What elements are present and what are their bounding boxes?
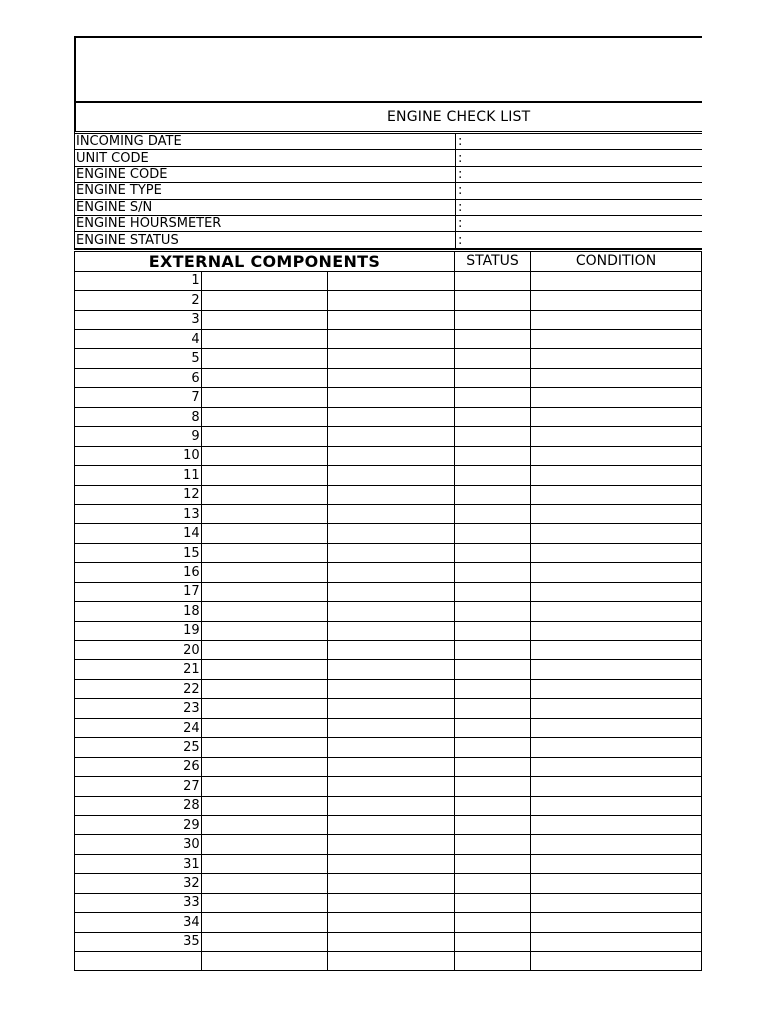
row-status-cell[interactable] [455, 660, 531, 679]
info-row [75, 215, 703, 231]
row-code-cell[interactable] [201, 641, 328, 660]
row-code-cell[interactable] [201, 621, 328, 640]
row-code-cell[interactable] [201, 738, 328, 757]
row-number: 32 [75, 874, 202, 893]
info-label: INCOMING DATE [75, 134, 456, 150]
row-number: 14 [75, 524, 202, 543]
header-status: STATUS [455, 251, 531, 271]
components-table [74, 251, 702, 972]
row-component-cell[interactable] [328, 485, 455, 504]
row-condition-cell[interactable] [531, 524, 702, 543]
row-status-cell[interactable] [455, 874, 531, 893]
table-row [75, 757, 702, 776]
row-condition-cell[interactable] [531, 777, 702, 796]
row-number: 23 [75, 699, 202, 718]
row-condition-cell[interactable] [531, 563, 702, 582]
row-component-cell[interactable] [328, 815, 455, 834]
row-condition-cell[interactable] [531, 504, 702, 523]
row-condition-cell[interactable] [531, 291, 702, 310]
row-number: 17 [75, 582, 202, 601]
table-row [75, 854, 702, 873]
info-row [75, 232, 703, 249]
row-number: 9 [75, 427, 202, 446]
row-component-cell[interactable] [328, 660, 455, 679]
row-number: 30 [75, 835, 202, 854]
row-code-cell[interactable] [201, 815, 328, 834]
row-component-cell[interactable] [328, 932, 455, 951]
info-label: ENGINE STATUS [75, 232, 456, 249]
row-code-cell[interactable] [201, 913, 328, 932]
row-status-cell[interactable] [455, 485, 531, 504]
row-condition-cell[interactable] [531, 815, 702, 834]
row-component-cell[interactable] [328, 952, 455, 971]
info-label: UNIT CODE [75, 150, 456, 166]
row-number: 8 [75, 407, 202, 426]
row-condition-cell[interactable] [531, 427, 702, 446]
row-status-cell[interactable] [455, 543, 531, 562]
row-condition-cell[interactable] [531, 660, 702, 679]
row-condition-cell[interactable] [531, 835, 702, 854]
info-row [75, 199, 703, 215]
info-label: ENGINE S/N [75, 199, 456, 215]
row-component-cell[interactable] [328, 330, 455, 349]
row-number: 13 [75, 504, 202, 523]
row-number: 7 [75, 388, 202, 407]
row-number: 18 [75, 602, 202, 621]
row-status-cell[interactable] [455, 446, 531, 465]
row-status-cell[interactable] [455, 466, 531, 485]
row-condition-cell[interactable] [531, 621, 702, 640]
row-status-cell[interactable] [455, 407, 531, 426]
row-condition-cell[interactable] [531, 349, 702, 368]
row-component-cell[interactable] [328, 407, 455, 426]
row-number: 28 [75, 796, 202, 815]
row-code-cell[interactable] [201, 699, 328, 718]
table-row [75, 291, 702, 310]
row-component-cell[interactable] [328, 738, 455, 757]
table-row [75, 543, 702, 562]
row-code-cell[interactable] [201, 330, 328, 349]
row-code-cell[interactable] [201, 388, 328, 407]
table-row [75, 777, 702, 796]
table-row [75, 874, 702, 893]
row-condition-cell[interactable] [531, 893, 702, 912]
table-row [75, 407, 702, 426]
row-status-cell[interactable] [455, 310, 531, 329]
row-status-cell[interactable] [455, 427, 531, 446]
table-row [75, 563, 702, 582]
row-component-cell[interactable] [328, 679, 455, 698]
row-component-cell[interactable] [328, 310, 455, 329]
row-component-cell[interactable] [328, 368, 455, 387]
document-title: ENGINE CHECK LIST [387, 109, 531, 125]
row-code-cell[interactable] [201, 446, 328, 465]
row-status-cell[interactable] [455, 757, 531, 776]
row-status-cell[interactable] [455, 504, 531, 523]
header-box [74, 36, 702, 103]
row-number: 29 [75, 815, 202, 834]
row-code-cell[interactable] [201, 952, 328, 971]
row-component-cell[interactable] [328, 641, 455, 660]
row-condition-cell[interactable] [531, 485, 702, 504]
row-status-cell[interactable] [455, 349, 531, 368]
row-condition-cell[interactable] [531, 699, 702, 718]
info-row [75, 134, 703, 150]
row-condition-cell[interactable] [531, 932, 702, 951]
table-row [75, 504, 702, 523]
row-code-cell[interactable] [201, 563, 328, 582]
table-row [75, 524, 702, 543]
table-row [75, 330, 702, 349]
row-number: 4 [75, 330, 202, 349]
table-row [75, 893, 702, 912]
row-number: 3 [75, 310, 202, 329]
row-condition-cell[interactable] [531, 368, 702, 387]
info-value[interactable]: : [456, 215, 703, 231]
row-code-cell[interactable] [201, 854, 328, 873]
row-condition-cell[interactable] [531, 854, 702, 873]
row-number [75, 952, 202, 971]
row-component-cell[interactable] [328, 699, 455, 718]
row-number: 20 [75, 641, 202, 660]
table-row [75, 602, 702, 621]
table-row [75, 388, 702, 407]
table-row [75, 271, 702, 290]
row-number: 31 [75, 854, 202, 873]
row-component-cell[interactable] [328, 777, 455, 796]
row-condition-cell[interactable] [531, 582, 702, 601]
table-row [75, 718, 702, 737]
row-number: 24 [75, 718, 202, 737]
header-condition: CONDITION [531, 251, 702, 271]
table-row [75, 427, 702, 446]
row-status-cell[interactable] [455, 893, 531, 912]
row-status-cell[interactable] [455, 368, 531, 387]
row-number: 15 [75, 543, 202, 562]
row-number: 26 [75, 757, 202, 776]
row-condition-cell[interactable] [531, 641, 702, 660]
row-code-cell[interactable] [201, 835, 328, 854]
row-number: 11 [75, 466, 202, 485]
row-component-cell[interactable] [328, 621, 455, 640]
row-status-cell[interactable] [455, 330, 531, 349]
row-status-cell[interactable] [455, 777, 531, 796]
row-code-cell[interactable] [201, 777, 328, 796]
row-status-cell[interactable] [455, 291, 531, 310]
row-number: 34 [75, 913, 202, 932]
row-number: 27 [75, 777, 202, 796]
row-code-cell[interactable] [201, 679, 328, 698]
row-component-cell[interactable] [328, 271, 455, 290]
row-condition-cell[interactable] [531, 271, 702, 290]
table-row [75, 738, 702, 757]
row-number: 21 [75, 660, 202, 679]
row-number: 33 [75, 893, 202, 912]
row-number: 1 [75, 271, 202, 290]
info-row [75, 183, 703, 199]
row-status-cell[interactable] [455, 582, 531, 601]
row-number: 5 [75, 349, 202, 368]
row-component-cell[interactable] [328, 602, 455, 621]
table-row [75, 913, 702, 932]
row-condition-cell[interactable] [531, 718, 702, 737]
row-condition-cell[interactable] [531, 310, 702, 329]
row-component-cell[interactable] [328, 291, 455, 310]
table-header-row [75, 251, 702, 271]
row-number: 12 [75, 485, 202, 504]
row-code-cell[interactable] [201, 427, 328, 446]
row-code-cell[interactable] [201, 718, 328, 737]
info-value[interactable]: : [456, 166, 703, 182]
table-row [75, 621, 702, 640]
row-condition-cell[interactable] [531, 738, 702, 757]
row-code-cell[interactable] [201, 524, 328, 543]
row-status-cell[interactable] [455, 602, 531, 621]
row-code-cell[interactable] [201, 310, 328, 329]
info-value[interactable]: : [456, 199, 703, 215]
table-row [75, 349, 702, 368]
info-label: ENGINE TYPE [75, 183, 456, 199]
row-code-cell[interactable] [201, 582, 328, 601]
row-condition-cell[interactable] [531, 874, 702, 893]
table-row [75, 446, 702, 465]
row-code-cell[interactable] [201, 543, 328, 562]
table-row [75, 699, 702, 718]
row-component-cell[interactable] [328, 543, 455, 562]
row-component-cell[interactable] [328, 757, 455, 776]
row-component-cell[interactable] [328, 466, 455, 485]
table-row [75, 815, 702, 834]
row-condition-cell[interactable] [531, 679, 702, 698]
row-component-cell[interactable] [328, 854, 455, 873]
table-row [75, 485, 702, 504]
info-table [74, 134, 702, 250]
row-component-cell[interactable] [328, 893, 455, 912]
row-status-cell[interactable] [455, 913, 531, 932]
row-condition-cell[interactable] [531, 796, 702, 815]
table-row [75, 932, 702, 951]
table-row [75, 679, 702, 698]
row-code-cell[interactable] [201, 349, 328, 368]
row-status-cell[interactable] [455, 524, 531, 543]
info-label: ENGINE HOURSMETER [75, 215, 456, 231]
row-number: 19 [75, 621, 202, 640]
row-status-cell[interactable] [455, 679, 531, 698]
row-code-cell[interactable] [201, 368, 328, 387]
row-condition-cell[interactable] [531, 543, 702, 562]
row-number: 6 [75, 368, 202, 387]
row-condition-cell[interactable] [531, 388, 702, 407]
row-component-cell[interactable] [328, 388, 455, 407]
row-condition-cell[interactable] [531, 466, 702, 485]
table-row [75, 641, 702, 660]
row-component-cell[interactable] [328, 563, 455, 582]
row-code-cell[interactable] [201, 932, 328, 951]
table-row [75, 660, 702, 679]
info-row [75, 150, 703, 166]
row-component-cell[interactable] [328, 796, 455, 815]
row-condition-cell[interactable] [531, 913, 702, 932]
engine-check-sheet [74, 36, 702, 971]
row-code-cell[interactable] [201, 407, 328, 426]
row-number: 35 [75, 932, 202, 951]
row-condition-cell[interactable] [531, 952, 702, 971]
row-component-cell[interactable] [328, 504, 455, 523]
row-status-cell[interactable] [455, 641, 531, 660]
row-status-cell[interactable] [455, 796, 531, 815]
row-component-cell[interactable] [328, 874, 455, 893]
row-status-cell[interactable] [455, 699, 531, 718]
row-code-cell[interactable] [201, 271, 328, 290]
row-status-cell[interactable] [455, 563, 531, 582]
row-code-cell[interactable] [201, 757, 328, 776]
row-condition-cell[interactable] [531, 602, 702, 621]
row-code-cell[interactable] [201, 602, 328, 621]
row-component-cell[interactable] [328, 427, 455, 446]
row-component-cell[interactable] [328, 582, 455, 601]
table-row [75, 466, 702, 485]
row-status-cell[interactable] [455, 621, 531, 640]
row-status-cell[interactable] [455, 738, 531, 757]
row-status-cell[interactable] [455, 718, 531, 737]
row-condition-cell[interactable] [531, 446, 702, 465]
info-value[interactable]: : [456, 232, 703, 249]
table-row [75, 368, 702, 387]
row-condition-cell[interactable] [531, 407, 702, 426]
row-status-cell[interactable] [455, 388, 531, 407]
info-value[interactable]: : [456, 183, 703, 199]
row-status-cell[interactable] [455, 271, 531, 290]
info-label: ENGINE CODE [75, 166, 456, 182]
row-condition-cell[interactable] [531, 330, 702, 349]
row-code-cell[interactable] [201, 485, 328, 504]
row-component-cell[interactable] [328, 446, 455, 465]
row-component-cell[interactable] [328, 913, 455, 932]
row-code-cell[interactable] [201, 874, 328, 893]
row-number: 22 [75, 679, 202, 698]
row-number: 2 [75, 291, 202, 310]
table-row [75, 835, 702, 854]
table-row [75, 310, 702, 329]
row-status-cell[interactable] [455, 952, 531, 971]
table-row [75, 952, 702, 971]
row-code-cell[interactable] [201, 291, 328, 310]
row-number: 16 [75, 563, 202, 582]
row-number: 10 [75, 446, 202, 465]
row-status-cell[interactable] [455, 854, 531, 873]
info-row [75, 166, 703, 182]
info-value[interactable]: : [456, 134, 703, 150]
header-external-components: EXTERNAL COMPONENTS [75, 251, 455, 271]
row-component-cell[interactable] [328, 524, 455, 543]
row-component-cell[interactable] [328, 718, 455, 737]
row-code-cell[interactable] [201, 504, 328, 523]
row-code-cell[interactable] [201, 893, 328, 912]
row-status-cell[interactable] [455, 932, 531, 951]
row-status-cell[interactable] [455, 815, 531, 834]
row-condition-cell[interactable] [531, 757, 702, 776]
row-code-cell[interactable] [201, 660, 328, 679]
table-row [75, 582, 702, 601]
row-component-cell[interactable] [328, 349, 455, 368]
row-component-cell[interactable] [328, 835, 455, 854]
row-code-cell[interactable] [201, 796, 328, 815]
title-row [74, 103, 702, 134]
row-status-cell[interactable] [455, 835, 531, 854]
row-number: 25 [75, 738, 202, 757]
row-code-cell[interactable] [201, 466, 328, 485]
info-value[interactable]: : [456, 150, 703, 166]
table-row [75, 796, 702, 815]
